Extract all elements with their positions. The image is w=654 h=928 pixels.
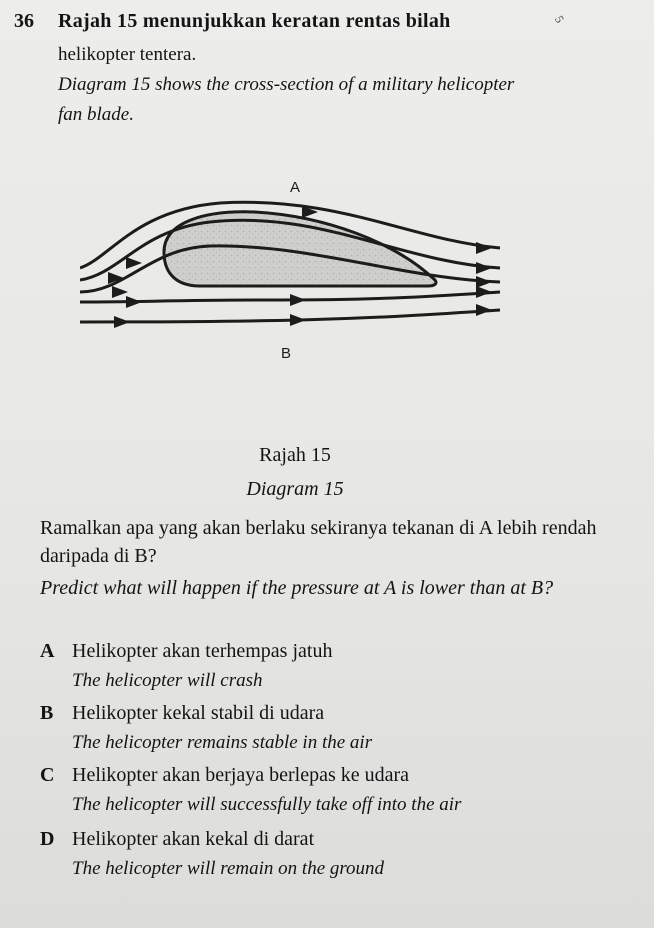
option-a-english[interactable]: The helicopter will crash [72,670,263,691]
option-d-letter: D [40,828,55,850]
question-stem-malay: Rajah 15 menunjukkan keratan rentas bilah [58,10,451,32]
prompt-malay: Ramalkan apa yang akan berlaku sekiranya tekanan di A lebih rendah daripada di B? [40,517,597,567]
option-d-malay[interactable]: Helikopter akan kekal di darat [72,828,315,850]
question-stem-english-cont: fan blade. [58,104,134,125]
option-c-malay[interactable]: Helikopter akan berjaya berlepas ke udara [72,764,410,786]
question-stem-malay-cont: helikopter tentera. [58,44,197,65]
option-c-english[interactable]: The helicopter will successfully take off into the air [72,794,462,815]
point-a-label: A [290,179,301,196]
question-number: 36 [14,10,34,32]
option-a-letter: A [40,640,55,662]
diagram-caption-english: Diagram 15 [246,478,344,500]
margin-handwriting: 5 [551,13,567,26]
airfoil-diagram [80,170,520,370]
point-b-label: B [281,345,292,362]
option-c-letter: C [40,764,55,786]
option-d-english[interactable]: The helicopter will remain on the ground [72,858,385,879]
question-stem-english: Diagram 15 shows the cross-section of a military helicopter [58,74,515,95]
option-b-letter: B [40,702,54,724]
diagram-caption-malay: Rajah 15 [259,444,331,466]
option-a-malay[interactable]: Helikopter akan terhempas jatuh [72,640,333,662]
option-b-malay[interactable]: Helikopter kekal stabil di udara [72,702,325,724]
option-b-english[interactable]: The helicopter remains stable in the air [72,732,373,753]
prompt-english: Predict what will happen if the pressure at A is lower than at B? [40,577,554,599]
